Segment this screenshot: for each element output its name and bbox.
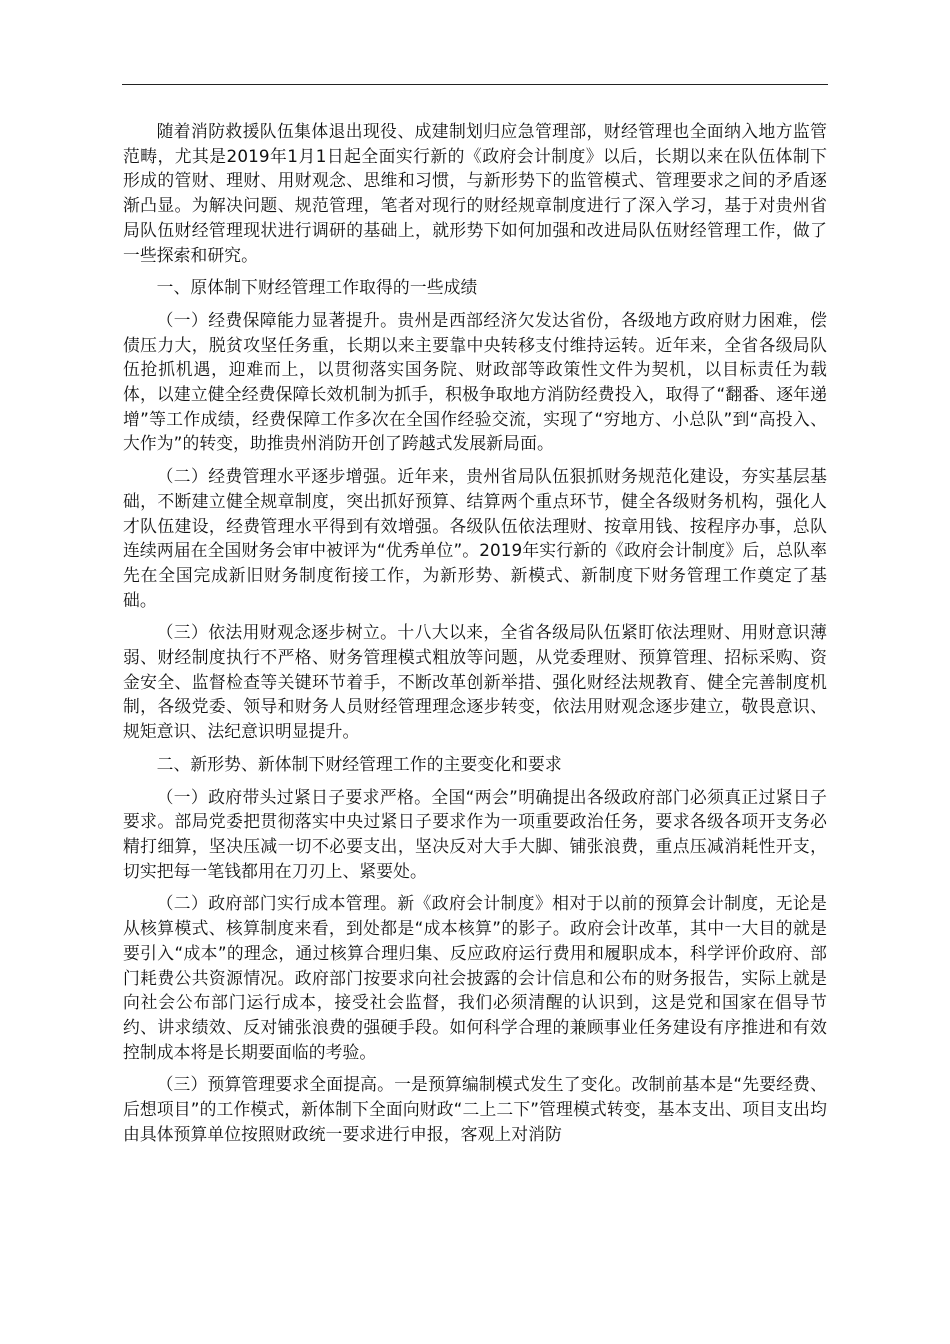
header-divider [122, 84, 828, 85]
section-heading-2: 二、新形势、新体制下财经管理工作的主要变化和要求 [156, 753, 562, 774]
document-body [123, 119, 827, 1154]
section-heading-1: 一、原体制下财经管理工作取得的一些成绩 [156, 277, 478, 298]
paragraph-1-2: （二）经费管理水平逐步增强。近年来，贵州省局队伍狠抓财务规范化建设，夯实基层基础，不断建立健全规章制度，突出抓好预算、结算两个重点环节，健全各级财务机构，强化人才队伍建设，经费管理水平得到有效增强。各级队伍依法理财、按章用钱、按程序办事，总队连续两届在全国财务会审中被评为“优秀单位”。2019年实行新的《政府会计制度》后，总队率先在全国完成新旧财务制度衔接工作，为新形势、新模式、新制度下财务管理工作奠定了基础。 [123, 466, 827, 610]
paragraph-2-2: （二）政府部门实行成本管理。新《政府会计制度》相对于以前的预算会计制度，无论是从核算模式、核算制度来看，到处都是“成本核算”的影子。政府会计改革，其中一大目的就是要引入“成本”的理念，通过核算合理归集、反应政府运行费用和履职成本，科学评价政府、部门耗费公共资源情况。政府部门按要求向社会披露的会计信息和公布的财务报告，实际上就是向社会公布部门运行成本，接受社会监督，我们必须清醒的认识到，这是党和国家在倡导节约、讲求绩效、反对铺张浪费的强硬手段。如何科学合理的兼顾事业任务建设有序推进和有效控制成本将是长期要面临的考验。 [123, 893, 827, 1062]
paragraph-2-3: （三）预算管理要求全面提高。一是预算编制模式发生了变化。改制前基本是“先要经费、后想项目”的工作模式，新体制下全面向财政“二上二下”管理模式转变，基本支出、项目支出均由具体预算单位按照财政统一要求进行申报，客观上对消防 [123, 1074, 827, 1144]
paragraph-1-3: （三）依法用财观念逐步树立。十八大以来，全省各级局队伍紧盯依法理财、用财意识薄弱、财经制度执行不严格、财务管理模式粗放等问题，从党委理财、预算管理、招标采购、资金安全、监督检查等关键环节着手，不断改革创新举措、强化财经法规教育、健全完善制度机制，各级党委、领导和财务人员财经管理理念逐步转变，依法用财观念逐步建立，敬畏意识、规矩意识、法纪意识明显提升。 [123, 622, 827, 742]
paragraph-2-1: （一）政府带头过紧日子要求严格。全国“两会”明确提出各级政府部门必须真正过紧日子要求。部局党委把贯彻落实中央过紧日子要求作为一项重要政治任务，要求各级各项开支务必精打细算，坚决压减一切不必要支出，坚决反对大手大脚、铺张浪费，重点压减消耗性开支，切实把每一笔钱都用在刀刃上、紧要处。 [123, 786, 827, 881]
paragraph-intro: 随着消防救援队伍集体退出现役、成建制划归应急管理部，财经管理也全面纳入地方监管范畴，尤其是2019年1月1日起全面实行新的《政府会计制度》以后，长期以来在队伍体制下形成的管财、理财、用财观念、思维和习惯，与新形势下的监管模式、管理要求之间的矛盾逐渐凸显。为解决问题、规范管理，笔者对现行的财经规章制度进行了深入学习，基于对贵州省局队伍财经管理现状进行调研的基础上，就形势下如何加强和改进局队伍财经管理工作，做了一些探索和研究。 [123, 121, 827, 265]
paragraph-1-1: （一）经费保障能力显著提升。贵州是西部经济欠发达省份，各级地方政府财力困难，偿债压力大，脱贫攻坚任务重，长期以来主要靠中央转移支付维持运转。近年来，全省各级局队伍抢抓机遇，迎难而上，以贯彻落实国务院、财政部等政策性文件为契机，以目标责任为载体，以建立健全经费保障长效机制为抓手，积极争取地方消防经费投入，取得了“翻番、逐年递增”等工作成绩，经费保障工作多次在全国作经验交流，实现了“穷地方、小总队”到“高投入、大作为”的转变，助推贵州消防开创了跨越式发展新局面。 [123, 309, 827, 454]
